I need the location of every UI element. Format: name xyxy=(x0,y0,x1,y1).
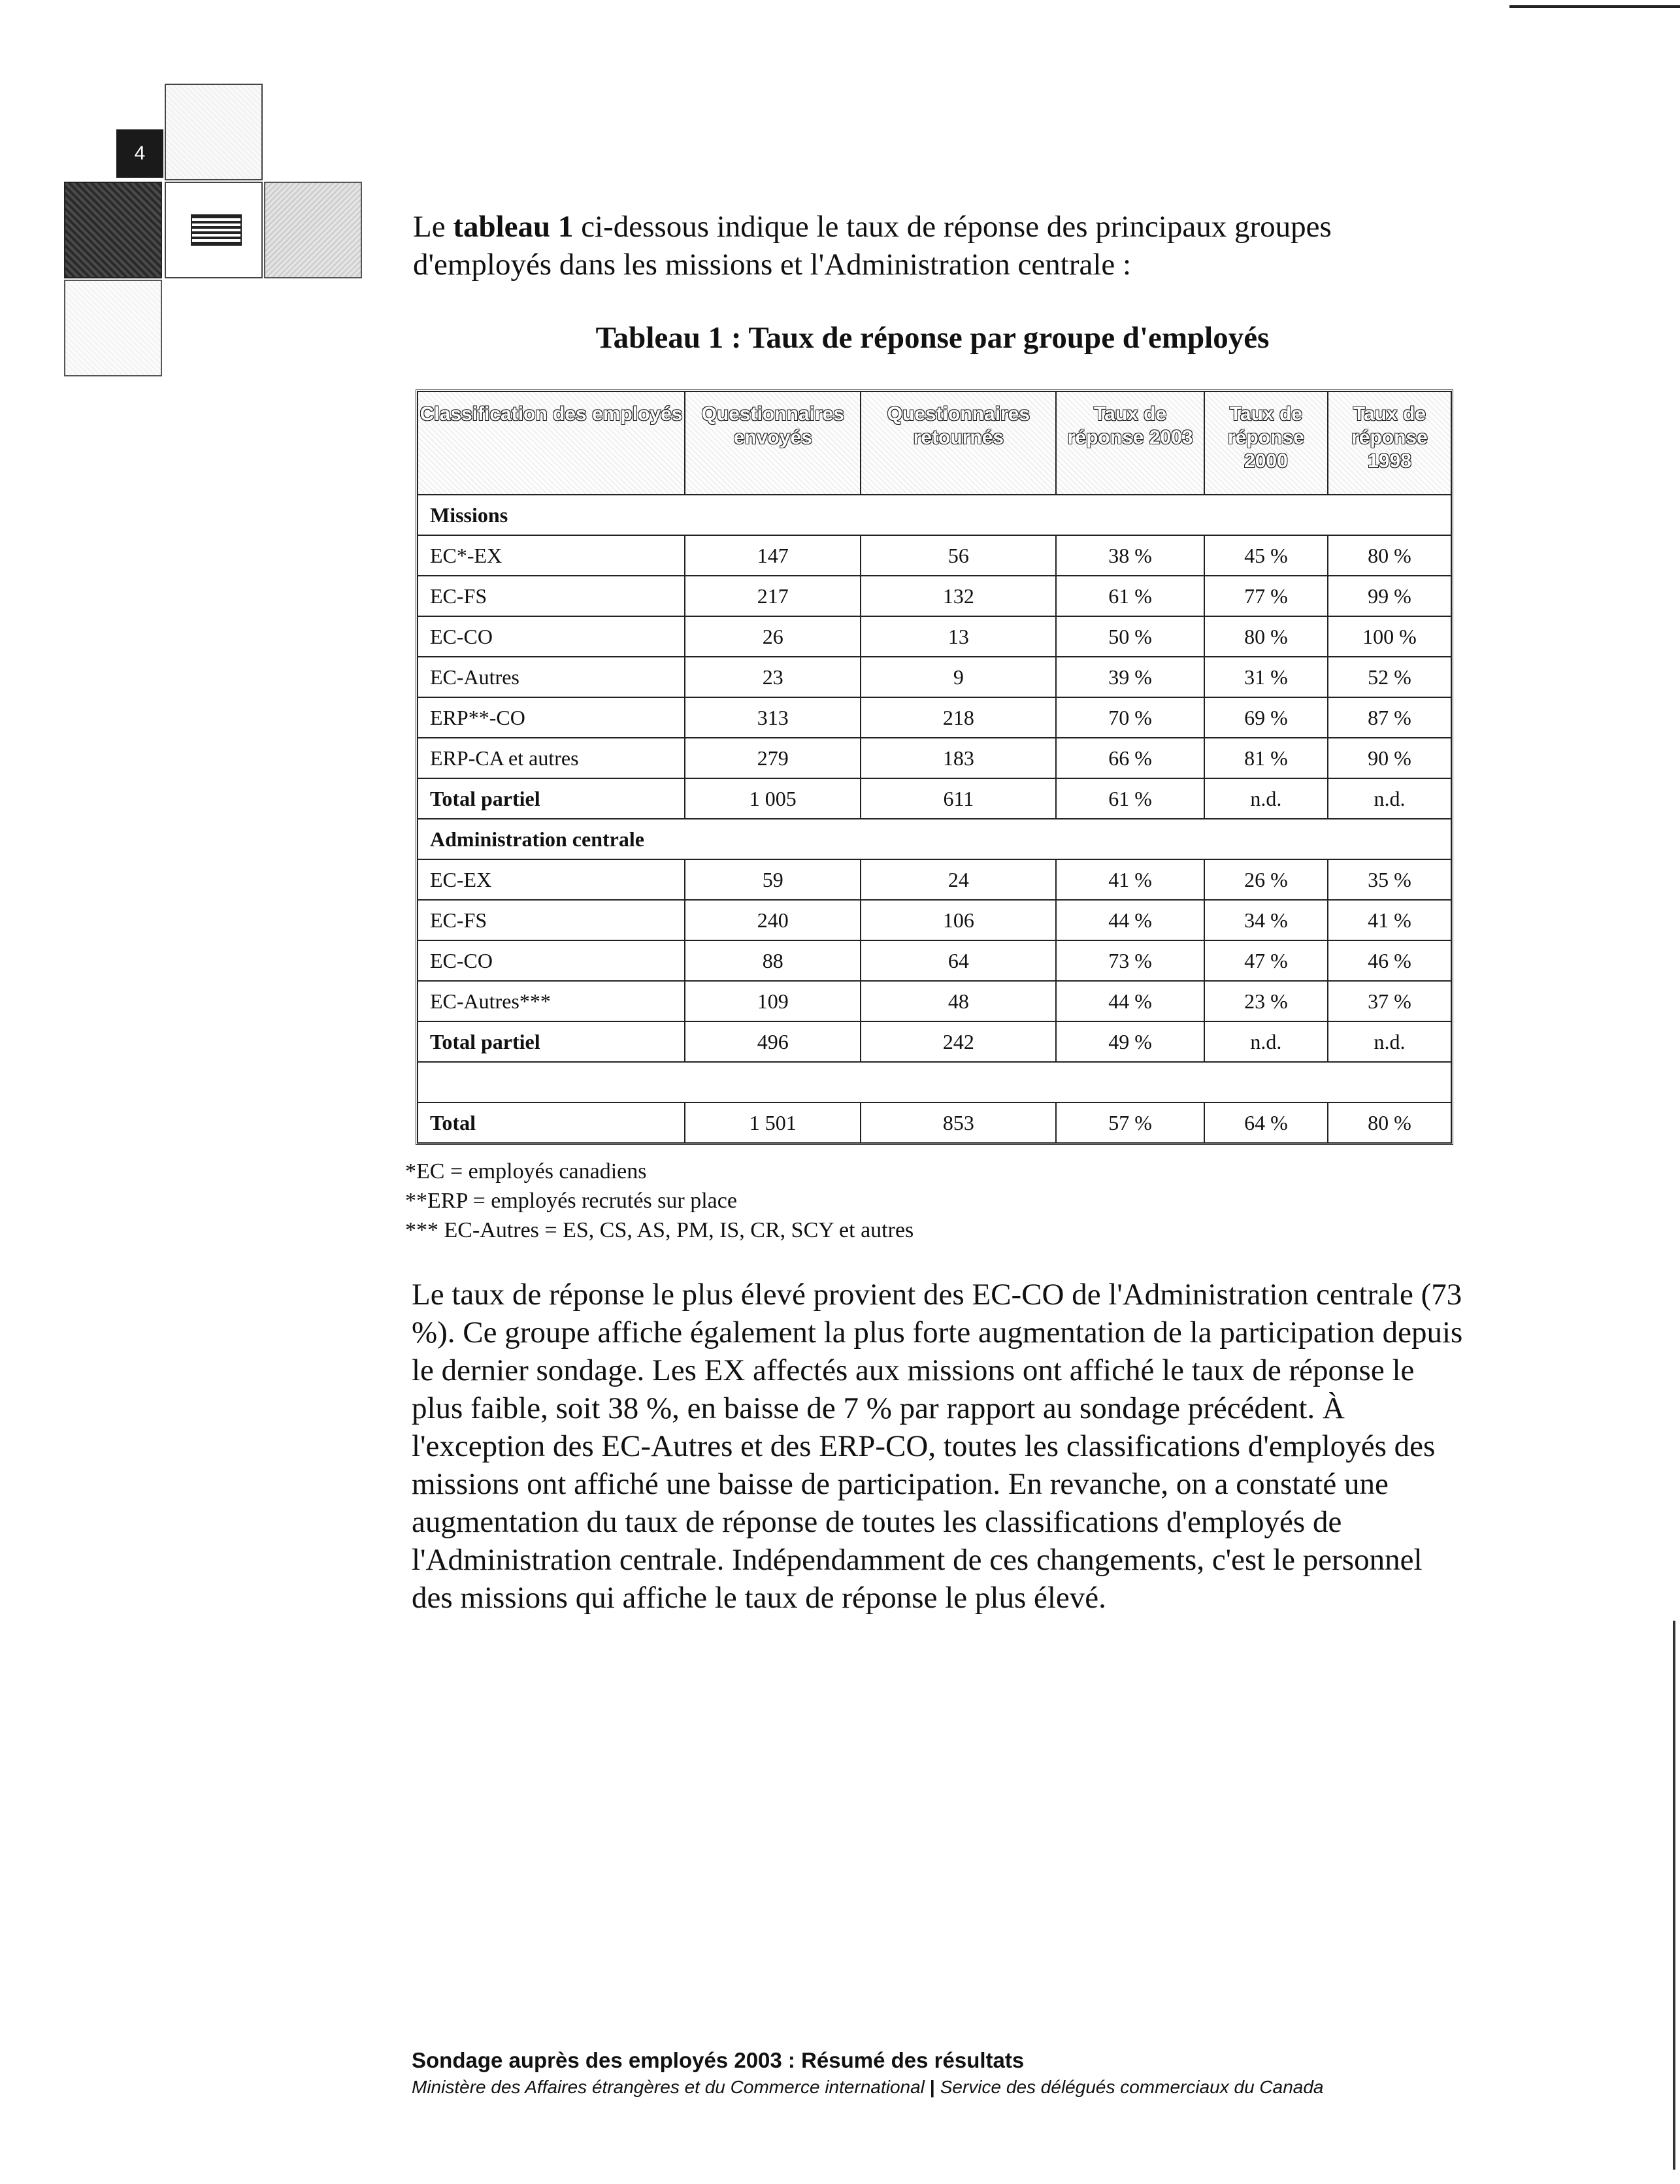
section-row: Missions xyxy=(418,495,1451,535)
footnote: *EC = employés canadiens xyxy=(405,1159,647,1183)
subtotal-row: Total partiel 496 242 49 % n.d. n.d. xyxy=(418,1021,1451,1062)
table-row: EC*-EX 147 56 38 % 45 % 80 % xyxy=(418,535,1451,576)
column-header: Taux de réponse 2003 xyxy=(1056,391,1204,495)
table-title: Tableau 1 : Taux de réponse par groupe d'employés xyxy=(595,321,1270,355)
right-edge-bar xyxy=(1673,1621,1675,2170)
footnote: **ERP = employés recrutés sur place xyxy=(405,1189,737,1213)
section-row: Administration centrale xyxy=(418,819,1451,859)
body-paragraph: Le taux de réponse le plus élevé provient des EC-CO de l'Administration centrale (73 %). Ce groupe affiche également la plus forte augmentation de la participation depuis le dernier sondage. Les EX affectés aux missions ont affiché le taux de réponse le plus faible, soit 38 %, en baisse de 7 % par rapport au sondage précédent. À l'exception des EC-Autres et des ERP-CO, toutes les classifications d'employés des missions ont affiché une baisse de participation. En revanche, on a constaté une augmentation du taux de réponse de toutes les classifications d'employés de l'Administration centrale. Indépendamment de ces changements, c'est le personnel des missions qui affiche le taux de réponse le plus élevé. xyxy=(412,1278,1463,1615)
column-header: Classification des employés xyxy=(418,391,685,495)
intro-bold: tableau 1 xyxy=(453,210,574,244)
decorative-square xyxy=(264,182,362,278)
table-row: ERP-CA et autres 279 183 66 % 81 % 90 % xyxy=(418,738,1451,778)
page-footer xyxy=(412,2047,1324,2100)
table-row: EC-FS 240 106 44 % 34 % 41 % xyxy=(418,900,1451,940)
footnote: *** EC-Autres = ES, CS, AS, PM, IS, CR, SCY et autres xyxy=(405,1218,914,1242)
footer-title: Sondage auprès des employés 2003 : Résumé des résultats xyxy=(412,2048,1025,2072)
table-row: EC-FS 217 132 61 % 77 % 99 % xyxy=(418,576,1451,616)
total-row: Total 1 501 853 57 % 64 % 80 % xyxy=(418,1102,1451,1143)
decorative-square xyxy=(64,280,162,376)
column-header: Taux de réponse 1998 xyxy=(1328,391,1451,495)
subtotal-row: Total partiel 1 005 611 61 % n.d. n.d. xyxy=(418,778,1451,819)
response-rate-table xyxy=(416,389,1453,1145)
spacer-row xyxy=(418,1062,1451,1102)
decorative-square xyxy=(64,182,162,278)
decorative-square xyxy=(165,84,263,180)
table-row: EC-Autres*** 109 48 44 % 23 % 37 % xyxy=(418,981,1451,1021)
table-row: EC-CO 26 13 50 % 80 % 100 % xyxy=(418,616,1451,657)
table-row: ERP**-CO 313 218 70 % 69 % 87 % xyxy=(418,697,1451,738)
table-row: EC-EX 59 24 41 % 26 % 35 % xyxy=(418,859,1451,900)
column-header: Taux de réponse 2000 xyxy=(1204,391,1328,495)
top-edge-line xyxy=(1509,5,1680,8)
footer-subtitle: Ministère des Affaires étrangères et du Commerce international | Service des délégués commerciaux du Canada xyxy=(412,2077,1324,2097)
column-header: Questionnaires envoyés xyxy=(685,391,861,495)
table-row: EC-CO 88 64 73 % 47 % 46 % xyxy=(418,940,1451,981)
logo-square xyxy=(165,182,263,278)
department-logo-icon xyxy=(191,214,242,246)
column-header: Questionnaires retournés xyxy=(861,391,1056,495)
page-number: 4 xyxy=(116,129,163,178)
table-footnotes xyxy=(405,1157,914,1245)
table-row: EC-Autres 23 9 39 % 31 % 52 % xyxy=(418,657,1451,697)
intro-paragraph: Le tableau 1 ci-dessous indique le taux de réponse des principaux groupes d'employés dans les missions et l'Administration centrale : xyxy=(413,210,1332,282)
